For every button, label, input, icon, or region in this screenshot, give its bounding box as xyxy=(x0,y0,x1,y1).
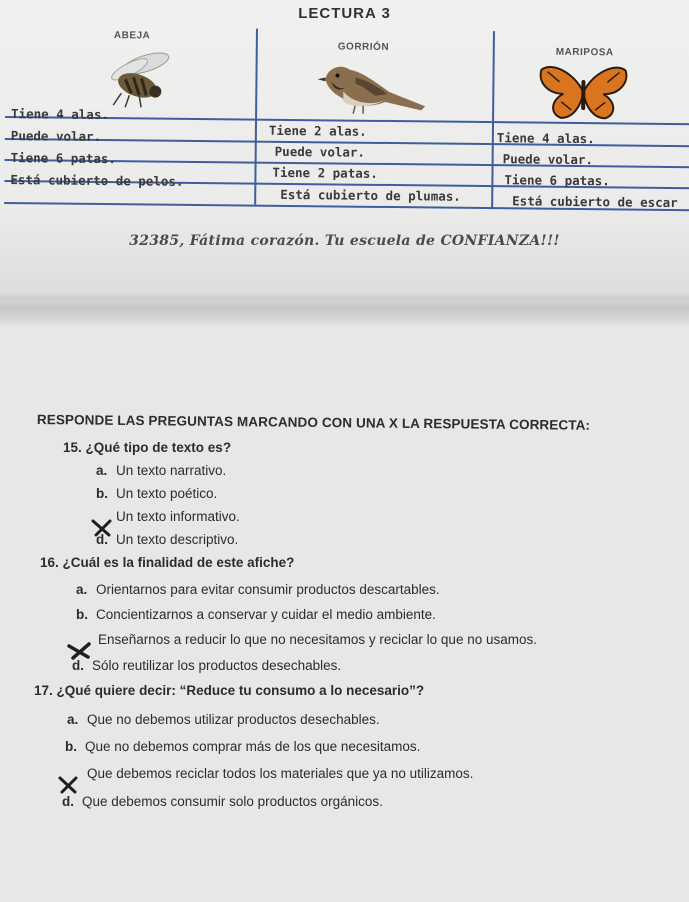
question-text: ¿Qué quiere decir: “Reduce tu consumo a lo necesario”? xyxy=(56,683,425,698)
column-header-bee: ABEJA xyxy=(113,30,151,42)
option-letter: b. xyxy=(96,486,108,501)
cell-sparrow-legs: Tiene 2 patas. xyxy=(272,164,378,181)
option-text: Un texto descriptivo. xyxy=(116,532,239,547)
cell-sparrow-fly: Puede volar. xyxy=(274,143,366,160)
option-letter: d. xyxy=(96,532,108,547)
option-text: Un texto poético. xyxy=(116,486,218,501)
question-17-title xyxy=(34,683,424,698)
option-16a[interactable] xyxy=(76,582,440,597)
option-text: Concientizarnos a conservar y cuidar el medio ambiente. xyxy=(96,607,436,622)
option-15a[interactable] xyxy=(96,463,226,478)
option-text: Un texto informativo. xyxy=(116,509,240,524)
cell-sparrow-cover: Está cubierto de plumas. xyxy=(280,186,461,204)
question-text: ¿Cuál es la finalidad de este afiche? xyxy=(62,555,295,570)
question-number: 15. xyxy=(63,440,82,455)
option-15c[interactable] xyxy=(96,509,240,524)
option-15b[interactable] xyxy=(96,486,217,501)
cell-bee-legs: Tiene 6 patas. xyxy=(10,150,117,167)
school-slogan: 32385, Fátima corazón. Tu escuela de CONFIANZA!!! xyxy=(129,233,560,249)
option-16b[interactable] xyxy=(76,607,436,622)
cell-butterfly-wings: Tiene 4 alas. xyxy=(496,130,595,147)
option-text: Que no debemos utilizar productos desechables. xyxy=(87,712,380,727)
column-header-sparrow: GORRIÓN xyxy=(337,41,390,54)
option-letter: d. xyxy=(62,794,74,809)
option-letter: d. xyxy=(72,658,84,673)
option-17a[interactable] xyxy=(67,712,380,727)
option-text: Enseñarnos a reducir lo que no necesitamos y reciclar lo que no usamos. xyxy=(98,632,537,647)
question-number: 17. xyxy=(34,683,53,698)
cell-bee-fly: Puede volar. xyxy=(10,128,102,145)
option-text: Sólo reutilizar los productos desechables. xyxy=(92,658,342,673)
option-letter: b. xyxy=(65,739,77,754)
question-text: ¿Qué tipo de texto es? xyxy=(85,440,232,455)
option-letter: a. xyxy=(96,463,108,478)
option-15d[interactable] xyxy=(96,532,238,547)
cell-butterfly-cover: Está cubierto de escar xyxy=(512,193,678,211)
cell-bee-wings: Tiene 4 alas. xyxy=(11,106,110,123)
cell-butterfly-fly: Puede volar. xyxy=(502,151,594,168)
instructions-heading: RESPONDE LAS PREGUNTAS MARCANDO CON UNA X LA RESPUESTA CORRECTA: xyxy=(36,412,591,433)
question-number: 16. xyxy=(40,555,59,570)
reading-title: LECTURA 3 xyxy=(298,5,391,22)
question-16-title xyxy=(40,555,294,570)
option-text: Un texto narrativo. xyxy=(116,463,227,478)
cell-sparrow-wings: Tiene 2 alas. xyxy=(268,122,367,139)
option-text: Que debemos reciclar todos los materiales que ya no utilizamos. xyxy=(87,766,474,781)
option-letter: a. xyxy=(67,712,79,727)
option-text: Que debemos consumir solo productos orgánicos. xyxy=(82,794,383,809)
cell-bee-cover: Está cubierto de pelos. xyxy=(10,172,184,189)
option-17d[interactable] xyxy=(62,794,383,809)
option-letter: b. xyxy=(76,607,88,622)
column-header-butterfly: MARIPOSA xyxy=(555,46,614,59)
option-16c[interactable] xyxy=(72,632,537,647)
cell-butterfly-legs: Tiene 6 patas. xyxy=(504,172,610,189)
option-16d[interactable] xyxy=(72,658,341,673)
option-17c[interactable] xyxy=(63,766,473,781)
option-text: Orientarnos para evitar consumir productos descartables. xyxy=(96,582,440,597)
option-text: Que no debemos comprar más de los que necesitamos. xyxy=(85,739,421,754)
question-15-title xyxy=(63,440,231,455)
option-letter: a. xyxy=(76,582,88,597)
option-17b[interactable] xyxy=(65,739,420,754)
